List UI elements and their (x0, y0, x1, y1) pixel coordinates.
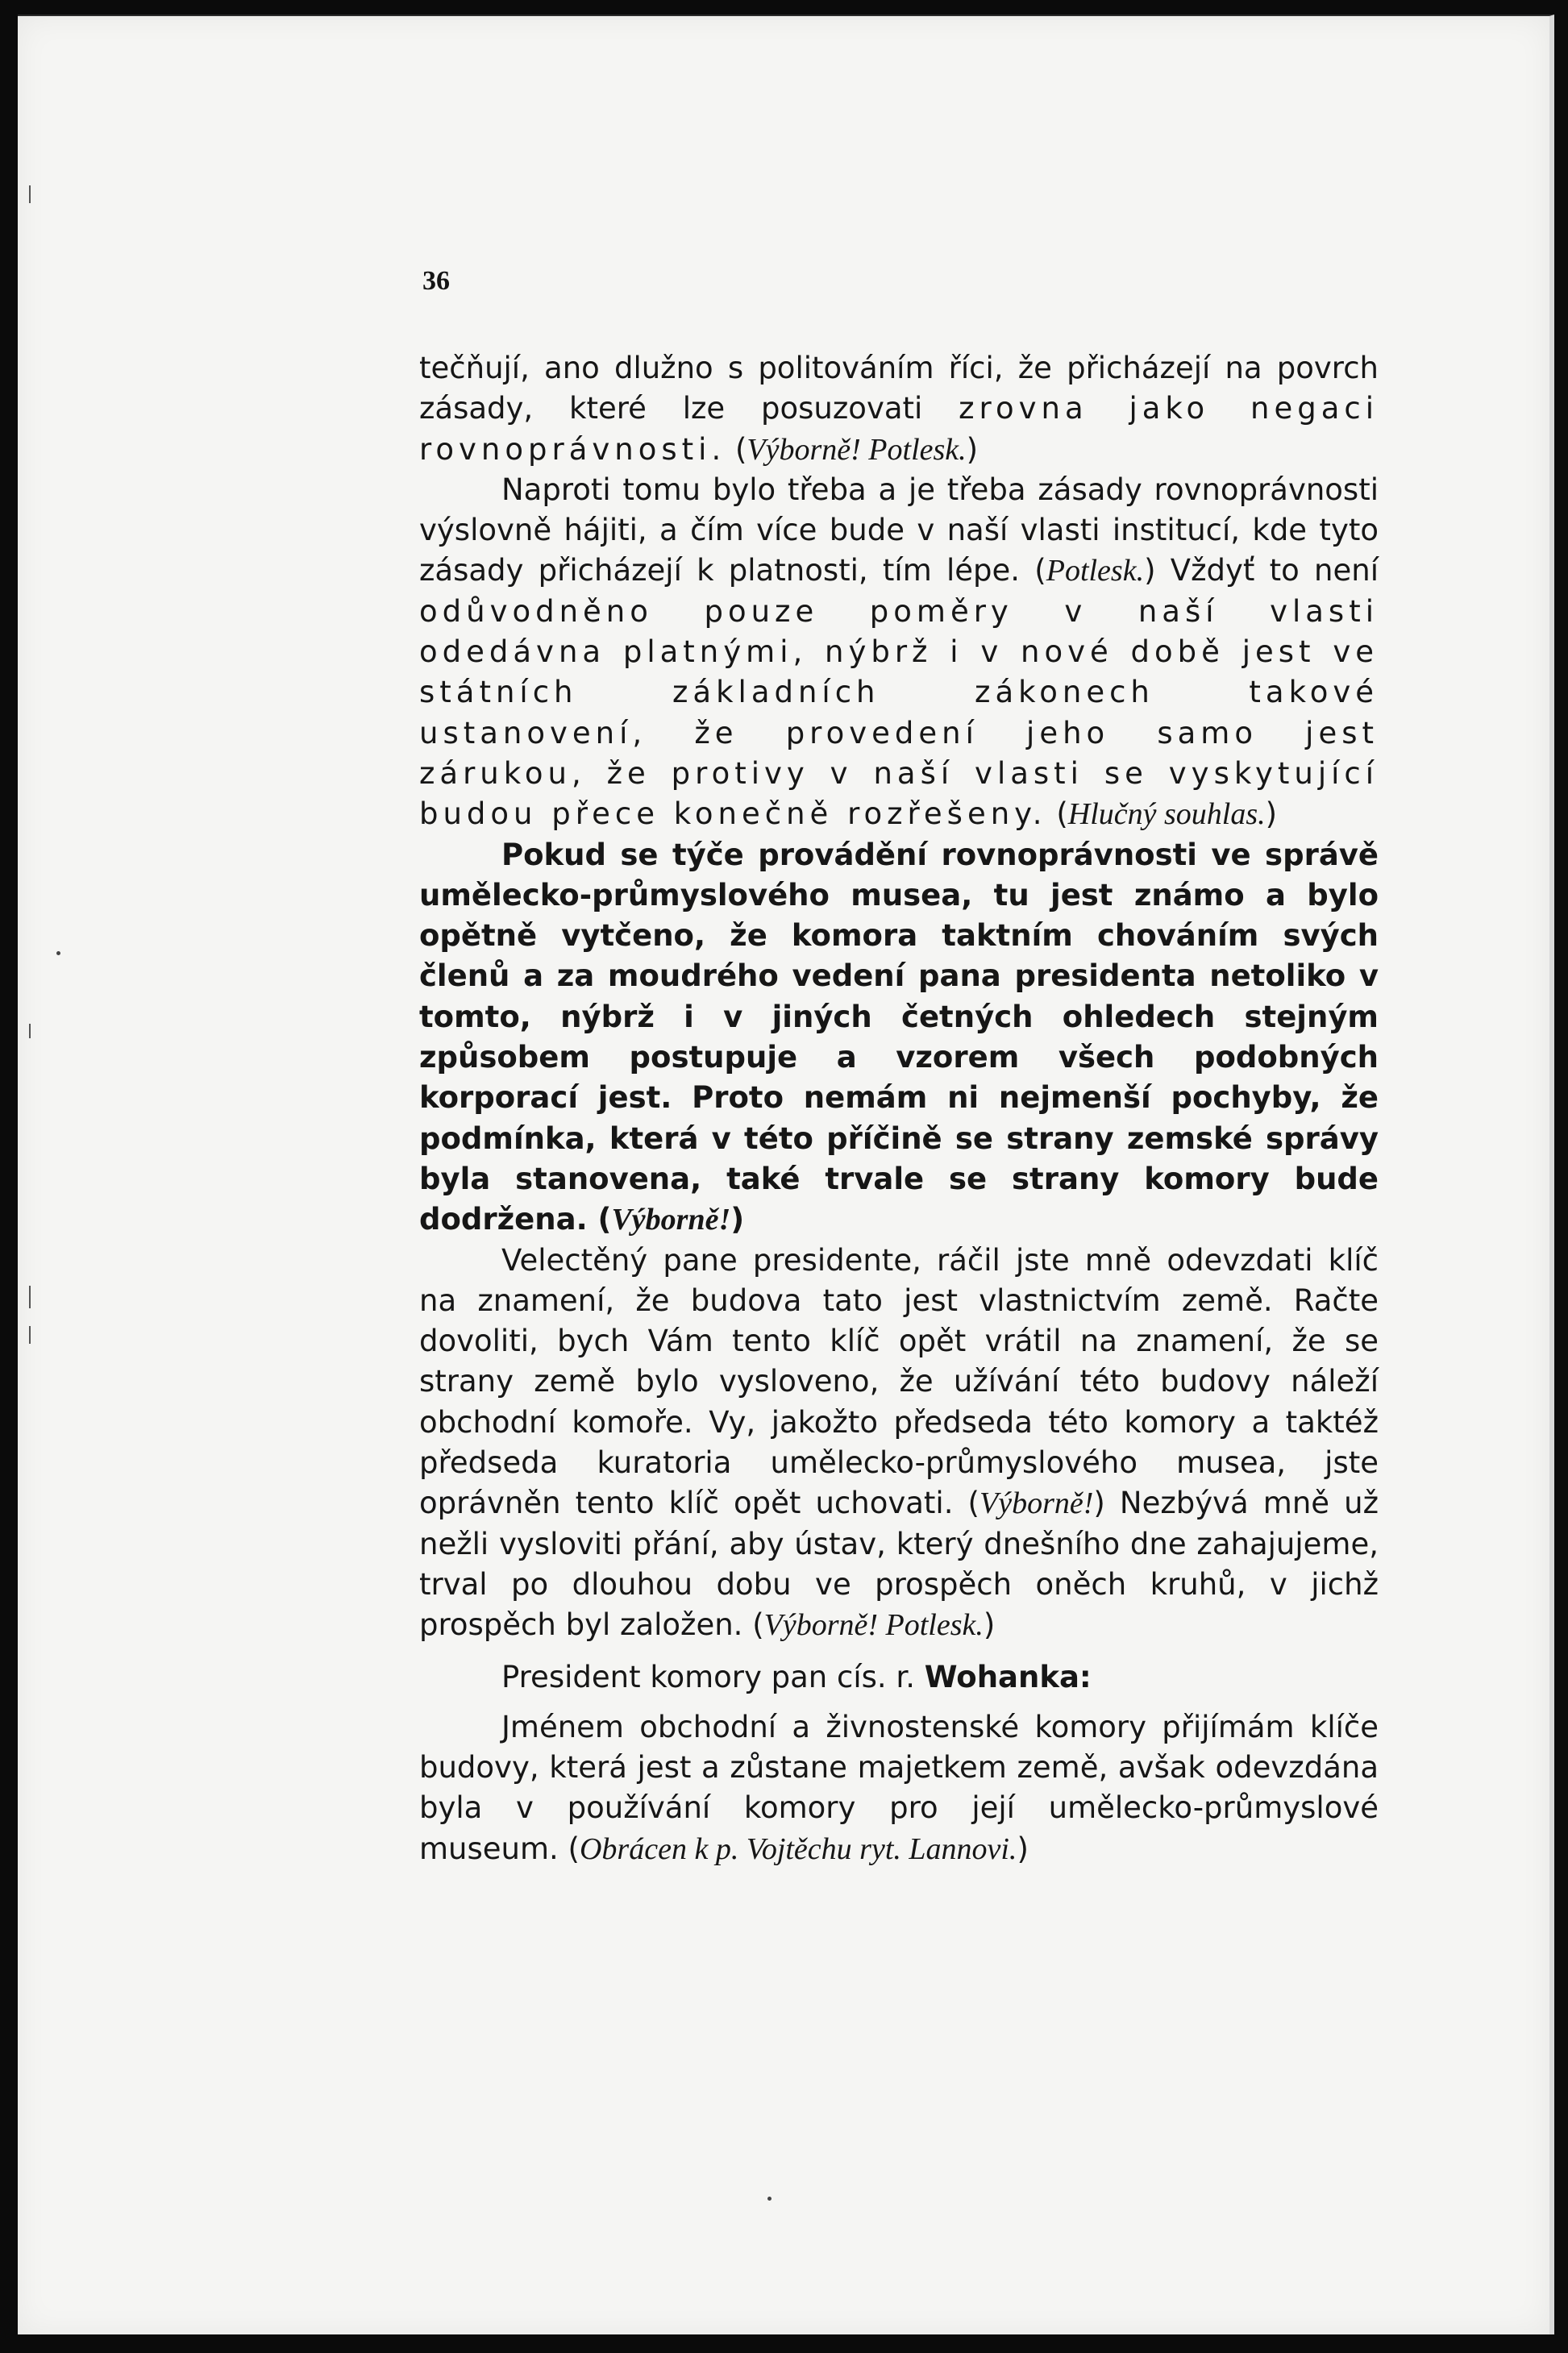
text-run: ) Vždyť to není (1144, 553, 1379, 588)
text-run: Naproti tomu bylo třeba a je třeba zásady rovnoprávnosti výslovně hájiti, a čím více bude v naší vlasti institucí, kde tyto zásady přicházejí k platnosti, tím lépe. ( (419, 472, 1379, 588)
spaced-text: odůvodněno pouze poměry v naší vlasti odedávna platnými, nýbrž i v nové době jest ve státních základních zákonech takové ustanovení, že provedení jeho samo jest zárukou, že protivy v naší vlasti se vyskytující budou přece konečně rozřešeny. (419, 593, 1379, 832)
text-run: : (1079, 1659, 1092, 1694)
text-run: President komory pan cís. r. (501, 1659, 925, 1694)
interjection: Výborně! (979, 1486, 1094, 1521)
speaker-name: Wohanka (924, 1659, 1079, 1694)
margin-mark (29, 1024, 31, 1038)
document-page (18, 15, 1554, 2334)
text-run: ) (1017, 1831, 1029, 1866)
interjection: Výborně! Potlesk. (747, 432, 967, 467)
paragraph-3 (419, 835, 1379, 1241)
paragraph-2 (419, 470, 1379, 835)
interjection: Obrácen k p. Vojtěchu ryt. Lannovi. (579, 1831, 1017, 1866)
text-run: ) (730, 1202, 745, 1237)
text-run: ) (966, 431, 979, 467)
text-run: ( (1046, 796, 1068, 832)
text-run: ) (1265, 796, 1278, 832)
text-run: ) (983, 1607, 996, 1643)
text-run: tečňují, ano dlužno s politováním říci, že přicházejí na povrch zásady, které lze posuzovati (419, 351, 1379, 426)
text-run: Velectěný pane presidente, ráčil jste mně odevzdati klíč na znamení, že budova tato jest vlastnictvím země. Račte dovoliti, bych Vám tento klíč opět vrátil na znamení, že se strany země bylo vysloveno, že užívání této budovy náleží obchodní komoře. Vy, jakožto předseda této komory a taktéž předseda kuratoria umělecko-průmyslového musea, jste oprávněn tento klíč opět uchovati. ( (419, 1242, 1379, 1521)
interjection: Výborně! (611, 1203, 731, 1237)
speaker-line (419, 1657, 1379, 1698)
margin-mark (29, 185, 31, 203)
text-run: Jménem obchodní a živnostenské komory přijímám klíče budovy, která jest a zůstane majetkem země, avšak odevzdána byla v používání komory pro její umělecko-průmyslové museum. ( (419, 1709, 1379, 1866)
text-run: ) Nezbývá mně už nežli vysloviti přání, aby ústav, který dnešního dne zahajujeme, trval po dlouhou dobu ve prospěch oněch kruhů, v jichž prospěch byl založen. ( (419, 1486, 1379, 1643)
scan-speck (56, 951, 60, 955)
scan-speck (767, 2197, 772, 2201)
interjection: Hlučný souhlas. (1067, 797, 1266, 832)
interjection: Potlesk. (1046, 554, 1145, 588)
text-run: ( (726, 431, 747, 467)
margin-mark (29, 1286, 31, 1308)
paragraph-5 (419, 1707, 1379, 1869)
page-number: 36 (422, 266, 450, 296)
document-body (419, 348, 1379, 1869)
paragraph-4 (419, 1241, 1379, 1646)
paragraph-1 (419, 348, 1379, 470)
spaced-text: zrovna jako negaci rovnoprávnosti. (419, 391, 1379, 467)
margin-mark (29, 1326, 31, 1344)
text-run: Pokud se týče provádění rovnoprávnosti ve správě umělecko-průmyslového musea, tu jest známo a bylo opětně vytčeno, že komora taktním chováním svých členů a za moudrého vedení pana presidenta netoliko v tomto, nýbrž i v jiných četných ohledech stejným způsobem postupuje a vzorem všech podobných korporací jest. Proto nemám ni nejmenší pochyby, že podmínka, která v této příčině se strany zemské správy byla stanovena, také trvale se strany komory bude dodržena. ( (419, 837, 1379, 1237)
interjection: Výborně! Potlesk. (763, 1608, 984, 1643)
